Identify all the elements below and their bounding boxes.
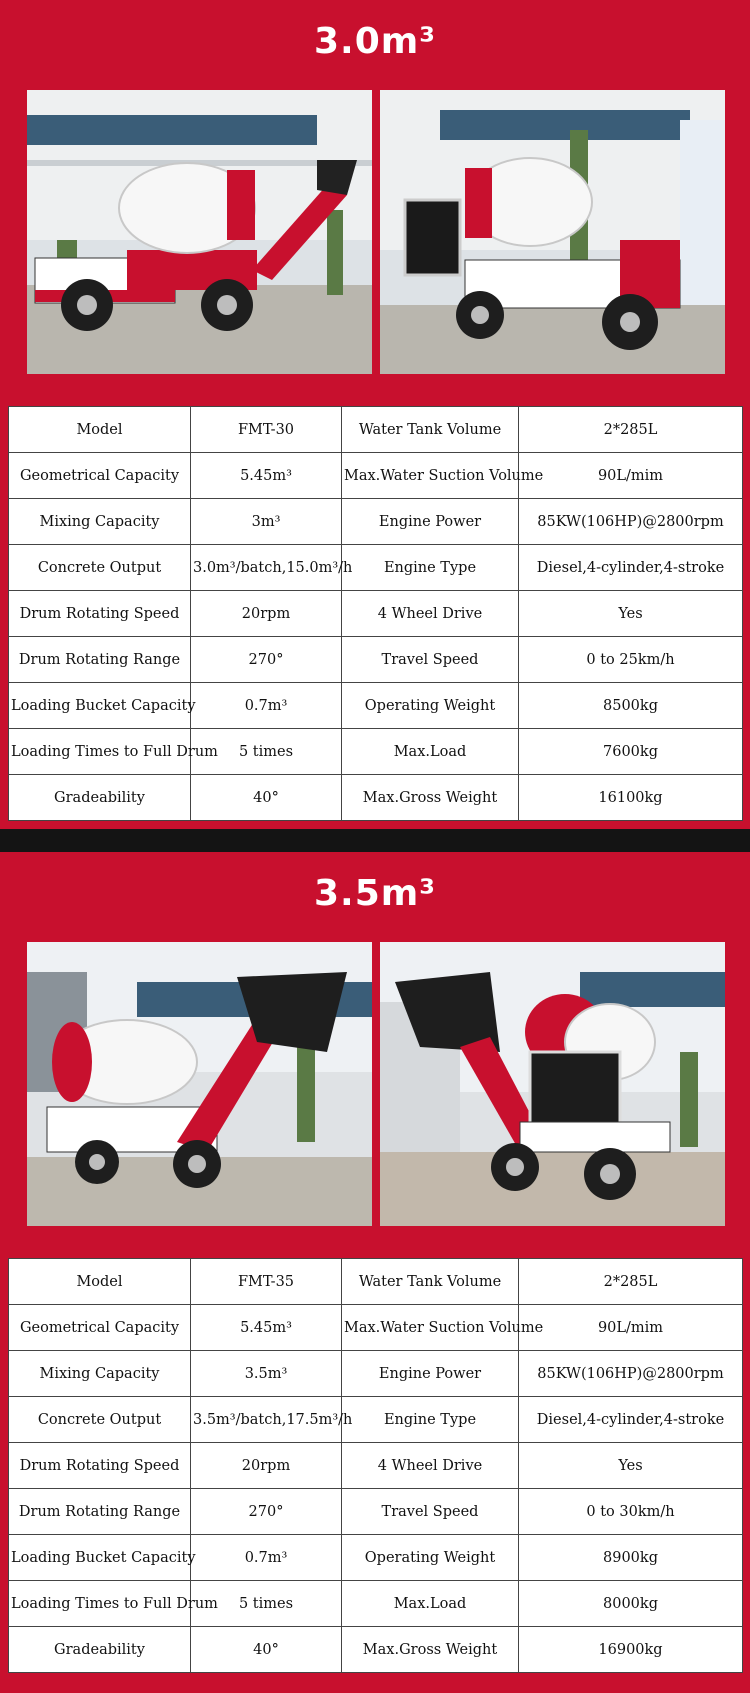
table-row [9, 453, 743, 499]
table-row [9, 591, 743, 637]
spec-table [8, 406, 743, 821]
table-row [9, 1351, 743, 1397]
spec-label: Mixing Capacity [9, 1351, 191, 1397]
spec-label: Model [9, 407, 191, 453]
section-title: 3.5m³ [313, 873, 437, 914]
truck-photo [380, 90, 725, 374]
spec-value: 270° [191, 1489, 342, 1535]
table-row [9, 637, 743, 683]
spec-value: 85KW(106HP)@2800rpm [519, 1351, 743, 1397]
spec-value: 5 times [191, 1581, 342, 1627]
table-row [9, 729, 743, 775]
spec-value: 7600kg [519, 729, 743, 775]
spec-value: 5 times [191, 729, 342, 775]
spec-label: 4 Wheel Drive [342, 591, 519, 637]
spec-value: 8900kg [519, 1535, 743, 1581]
spec-value: 8500kg [519, 683, 743, 729]
spec-value: 0 to 25km/h [519, 637, 743, 683]
spec-label: Drum Rotating Speed [9, 591, 191, 637]
spec-value: 0.7m³ [191, 683, 342, 729]
spec-value: FMT-35 [191, 1259, 342, 1305]
spec-value: 3.5m³ [191, 1351, 342, 1397]
spec-label: Max.Load [342, 729, 519, 775]
spec-value: 5.45m³ [191, 453, 342, 499]
spec-value: 20rpm [191, 591, 342, 637]
spec-label: Water Tank Volume [342, 1259, 519, 1305]
spec-value: 85KW(106HP)@2800rpm [519, 499, 743, 545]
spec-label: Max.Gross Weight [342, 1627, 519, 1673]
table-row [9, 545, 743, 591]
spec-label: Concrete Output [9, 1397, 191, 1443]
spec-section-3-5 [0, 852, 750, 1681]
spec-label: Drum Rotating Range [9, 637, 191, 683]
spec-value: Diesel,4-cylinder,4-stroke [519, 545, 743, 591]
truck-photo [27, 90, 372, 374]
spec-value: 2*285L [519, 407, 743, 453]
spec-label: Loading Bucket Capacity [9, 1535, 191, 1581]
spec-label: Engine Power [342, 1351, 519, 1397]
spec-label: Water Tank Volume [342, 407, 519, 453]
spec-table [8, 1258, 743, 1673]
spec-value: Yes [519, 591, 743, 637]
spec-label: Drum Rotating Speed [9, 1443, 191, 1489]
spec-label: Geometrical Capacity [9, 453, 191, 499]
spec-label: Gradeability [9, 775, 191, 821]
spec-label: Travel Speed [342, 637, 519, 683]
table-row [9, 1581, 743, 1627]
spec-label: Loading Times to Full Drum [9, 729, 191, 775]
table-row [9, 1259, 743, 1305]
spec-value: 3m³ [191, 499, 342, 545]
spec-value: 90L/mim [519, 453, 743, 499]
table-row [9, 683, 743, 729]
spec-label: Engine Type [342, 545, 519, 591]
spec-label: Max.Water Suction Volume [342, 453, 519, 499]
spec-label: Loading Times to Full Drum [9, 1581, 191, 1627]
spec-label: Engine Power [342, 499, 519, 545]
spec-label: Geometrical Capacity [9, 1305, 191, 1351]
section-title: 3.0m³ [313, 21, 437, 62]
spec-label: Mixing Capacity [9, 499, 191, 545]
spec-label: Model [9, 1259, 191, 1305]
spec-value: 40° [191, 1627, 342, 1673]
table-row [9, 1535, 743, 1581]
spec-label: Gradeability [9, 1627, 191, 1673]
spec-value: 0.7m³ [191, 1535, 342, 1581]
table-row [9, 499, 743, 545]
spec-value: 90L/mim [519, 1305, 743, 1351]
spec-label: Travel Speed [342, 1489, 519, 1535]
spec-value: 0 to 30km/h [519, 1489, 743, 1535]
spec-value: Diesel,4-cylinder,4-stroke [519, 1397, 743, 1443]
spec-label: Engine Type [342, 1397, 519, 1443]
table-row [9, 407, 743, 453]
spec-label: Drum Rotating Range [9, 1489, 191, 1535]
spec-value: 40° [191, 775, 342, 821]
table-row [9, 1443, 743, 1489]
table-row [9, 775, 743, 821]
spec-label: Loading Bucket Capacity [9, 683, 191, 729]
spec-value: 5.45m³ [191, 1305, 342, 1351]
table-row [9, 1397, 743, 1443]
spec-value: 2*285L [519, 1259, 743, 1305]
spec-value: 3.0m³/batch,15.0m³/h [191, 545, 342, 591]
spec-value: 16900kg [519, 1627, 743, 1673]
spec-label: Max.Load [342, 1581, 519, 1627]
spec-value: 270° [191, 637, 342, 683]
table-row [9, 1489, 743, 1535]
spec-label: Max.Gross Weight [342, 775, 519, 821]
spec-section-3-0 [0, 0, 750, 829]
spec-value: Yes [519, 1443, 743, 1489]
section-divider [0, 829, 750, 852]
spec-label: Max.Water Suction Volume [342, 1305, 519, 1351]
truck-photo [380, 942, 725, 1226]
spec-label: 4 Wheel Drive [342, 1443, 519, 1489]
spec-value: FMT-30 [191, 407, 342, 453]
spec-label: Concrete Output [9, 545, 191, 591]
spec-value: 16100kg [519, 775, 743, 821]
truck-photo [27, 942, 372, 1226]
spec-label: Operating Weight [342, 683, 519, 729]
spec-label: Operating Weight [342, 1535, 519, 1581]
table-row [9, 1627, 743, 1673]
spec-value: 20rpm [191, 1443, 342, 1489]
table-row [9, 1305, 743, 1351]
spec-value: 3.5m³/batch,17.5m³/h [191, 1397, 342, 1443]
spec-value: 8000kg [519, 1581, 743, 1627]
